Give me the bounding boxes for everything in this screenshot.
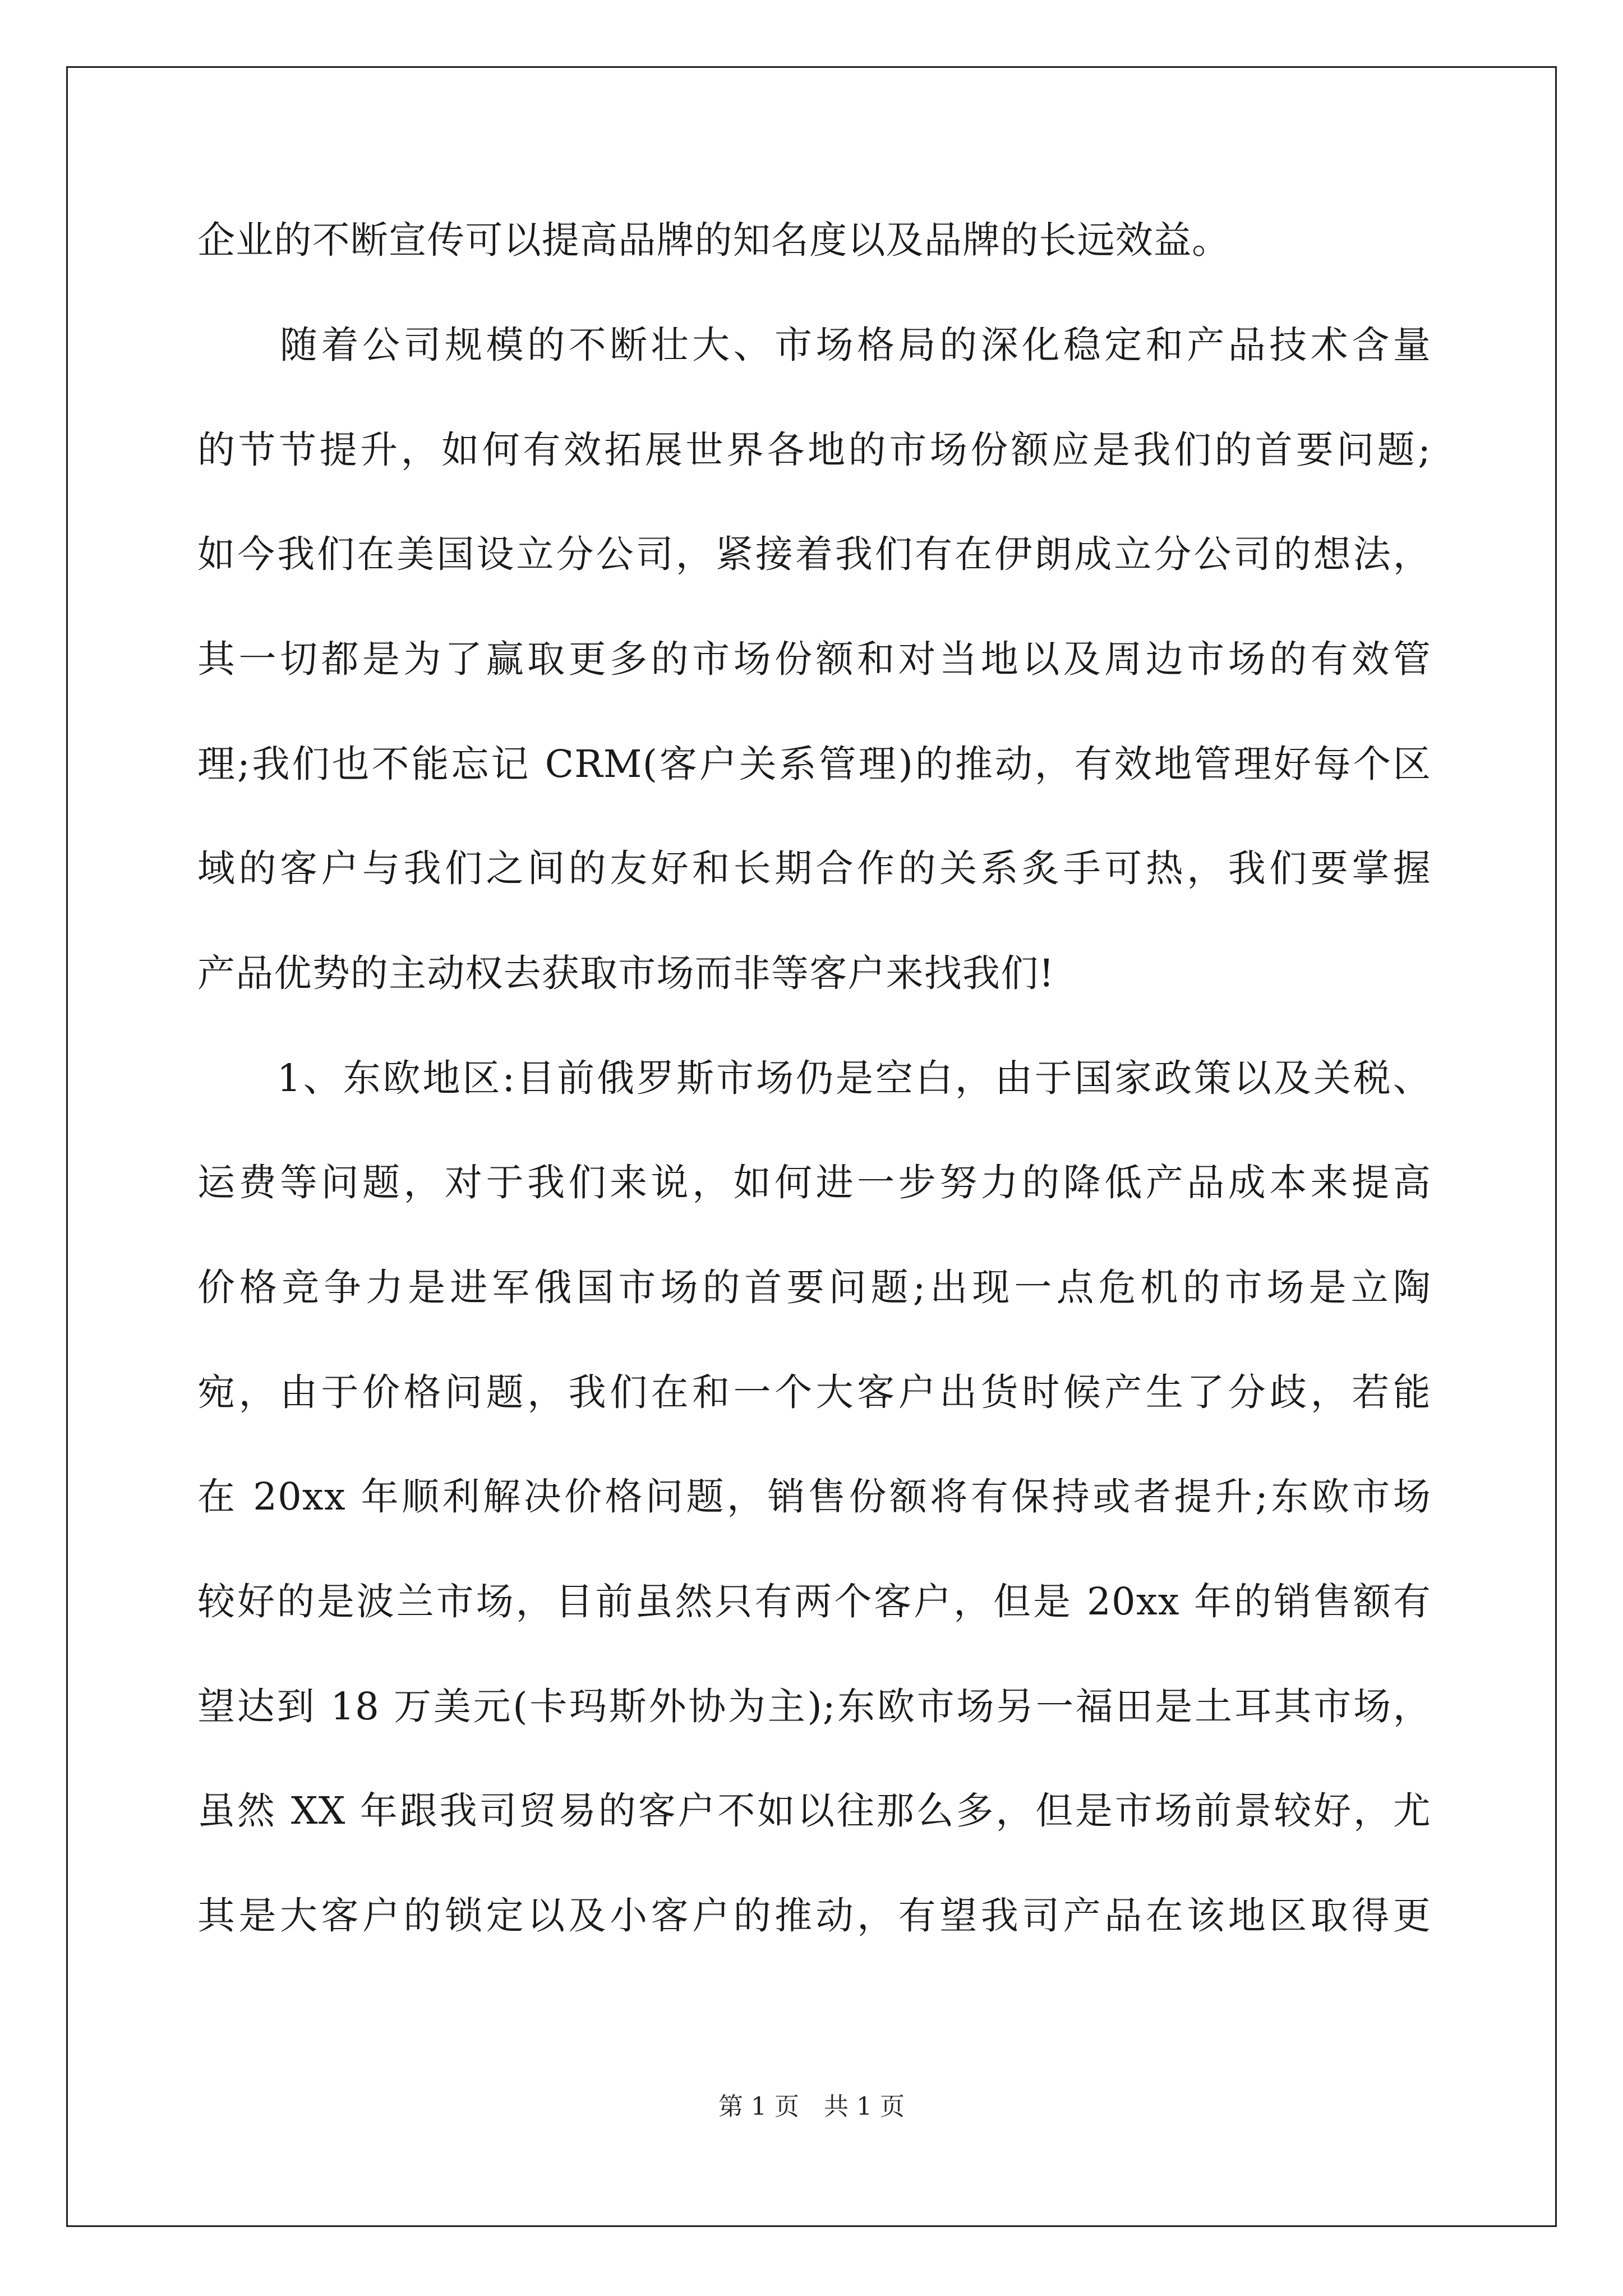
paragraph-line: 产品优势的主动权去获取市场而非等客户来找我们!: [197, 951, 1055, 995]
paragraph-line: 1、东欧地区:目前俄罗斯市场仍是空白，由于国家政策以及关税、: [197, 1056, 1431, 1100]
paragraph-line: 的节节提升，如何有效拓展世界各地的市场份额应是我们的首要问题;: [197, 428, 1431, 472]
paragraph-line: 运费等问题，对于我们来说，如何进一步努力的降低产品成本来提高: [197, 1161, 1431, 1204]
paragraph-line: 理;我们也不能忘记 CRM(客户关系管理)的推动，有效地管理好每个区: [197, 742, 1431, 786]
paragraph-line: 企业的不断宣传可以提高品牌的知名度以及品牌的长远效益。: [197, 218, 1230, 262]
paragraph-line: 随着公司规模的不断壮大、市场格局的深化稳定和产品技术含量: [197, 323, 1431, 367]
paragraph-line: 其一切都是为了赢取更多的市场份额和对当地以及周边市场的有效管: [197, 637, 1431, 681]
paragraph-line: 虽然 XX 年跟我司贸易的客户不如以往那么多，但是市场前景较好，尤: [197, 1789, 1431, 1833]
paragraph-line: 宛，由于价格问题，我们在和一个大客户出货时候产生了分歧，若能: [197, 1370, 1431, 1414]
paragraph-line: 在 20xx 年顺利解决价格问题，销售份额将有保持或者提升;东欧市场: [197, 1475, 1431, 1519]
paragraph-line: 价格竞争力是进军俄国市场的首要问题;出现一点危机的市场是立陶: [197, 1266, 1431, 1309]
paragraph-line: 较好的是波兰市场，目前虽然只有两个客户，但是 20xx 年的销售额有: [197, 1580, 1431, 1623]
paragraph-line: 如今我们在美国设立分公司，紧接着我们有在伊朗成立分公司的想法，: [197, 532, 1431, 576]
paragraph-line: 其是大客户的锁定以及小客户的推动，有望我司产品在该地区取得更: [197, 1894, 1431, 1938]
paragraph-line: 域的客户与我们之间的友好和长期合作的关系炙手可热，我们要掌握: [197, 846, 1431, 890]
paragraph-line: 望达到 18 万美元(卡玛斯外协为主);东欧市场另一福田是土耳其市场，: [197, 1685, 1431, 1728]
page-number-footer: 第 1 页 共 1 页: [718, 2092, 905, 2121]
